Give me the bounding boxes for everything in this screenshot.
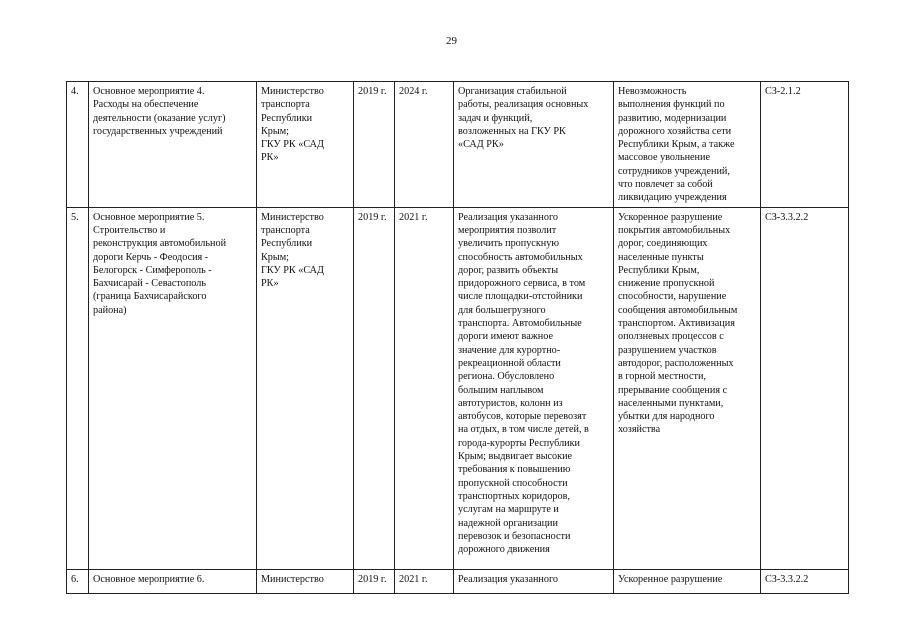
measure-cell: Основное мероприятие 4. Расходы на обеспечение деятельности (оказание услуг) государственных учреждений <box>89 82 257 208</box>
row-number-cell: 4. <box>67 82 89 208</box>
indicator-code-cell: СЗ-3.3.2.2 <box>761 569 849 593</box>
table-row <box>67 82 849 208</box>
consequence-cell: Невозможность выполнения функций по развитию, модернизации дорожного хозяйства сети Республики Крым, а также массовое увольнение сотрудников учреждений, что повлечет за собой ликвидацию учреждения <box>614 82 761 208</box>
page-number: 29 <box>446 35 457 47</box>
executor-cell: Министерство транспорта Республики Крым; ГКУ РК «САД РК» <box>257 82 354 208</box>
end-year-cell: 2021 г. <box>395 569 454 593</box>
start-year-cell: 2019 г. <box>354 207 395 569</box>
start-year-cell: 2019 г. <box>354 569 395 593</box>
row-number-cell: 6. <box>67 569 89 593</box>
program-measures-table <box>66 81 849 594</box>
consequence-cell: Ускоренное разрушение покрытия автомобильных дорог, соединяющих населенные пункты Республики Крым, снижение пропускной способности, нарушение сообщения автомобильным транспортом. Активизация оползневых процессов с разрушением участков автодорог, расположенных в горной местности, прерывание сообщения с населенными пунктами, убытки для народного хозяйства <box>614 207 761 569</box>
consequence-cell: Ускоренное разрушение <box>614 569 761 593</box>
end-year-cell: 2024 г. <box>395 82 454 208</box>
indicator-code-cell: СЗ-2.1.2 <box>761 82 849 208</box>
table-row <box>67 207 849 569</box>
row-number-cell: 5. <box>67 207 89 569</box>
expected-result-cell: Реализация указанного <box>454 569 614 593</box>
executor-cell: Министерство транспорта Республики Крым; ГКУ РК «САД РК» <box>257 207 354 569</box>
measure-cell: Основное мероприятие 6. <box>89 569 257 593</box>
executor-cell: Министерство <box>257 569 354 593</box>
start-year-cell: 2019 г. <box>354 82 395 208</box>
measure-cell: Основное мероприятие 5. Строительство и реконструкция автомобильной дороги Керчь - Феодосия - Белогорск - Симферополь - Бахчисарай - Севастополь (граница Бахчисарайского района) <box>89 207 257 569</box>
expected-result-cell: Организация стабильной работы, реализация основных задач и функций, возложенных на ГКУ РК «САД РК» <box>454 82 614 208</box>
expected-result-cell: Реализация указанного мероприятия позволит увеличить пропускную способность автомобильных дорог, развить объекты придорожного сервиса, в том числе площадки-отстойники для большегрузного транспорта. Автомобильные дороги имеют важное значение для курортно- рекреационной области региона. Обусловлено большим наплывом автотуристов, колонн из автобусов, которые перевозят на отдых, в том числе детей, в города-курорты Республики Крым; выдвигает высокие требования к повышению пропускной способности транспортных коридоров, услугам на маршруте и надежной организации перевозок и безопасности дорожного движения <box>454 207 614 569</box>
table-row <box>67 569 849 593</box>
end-year-cell: 2021 г. <box>395 207 454 569</box>
indicator-code-cell: СЗ-3.3.2.2 <box>761 207 849 569</box>
